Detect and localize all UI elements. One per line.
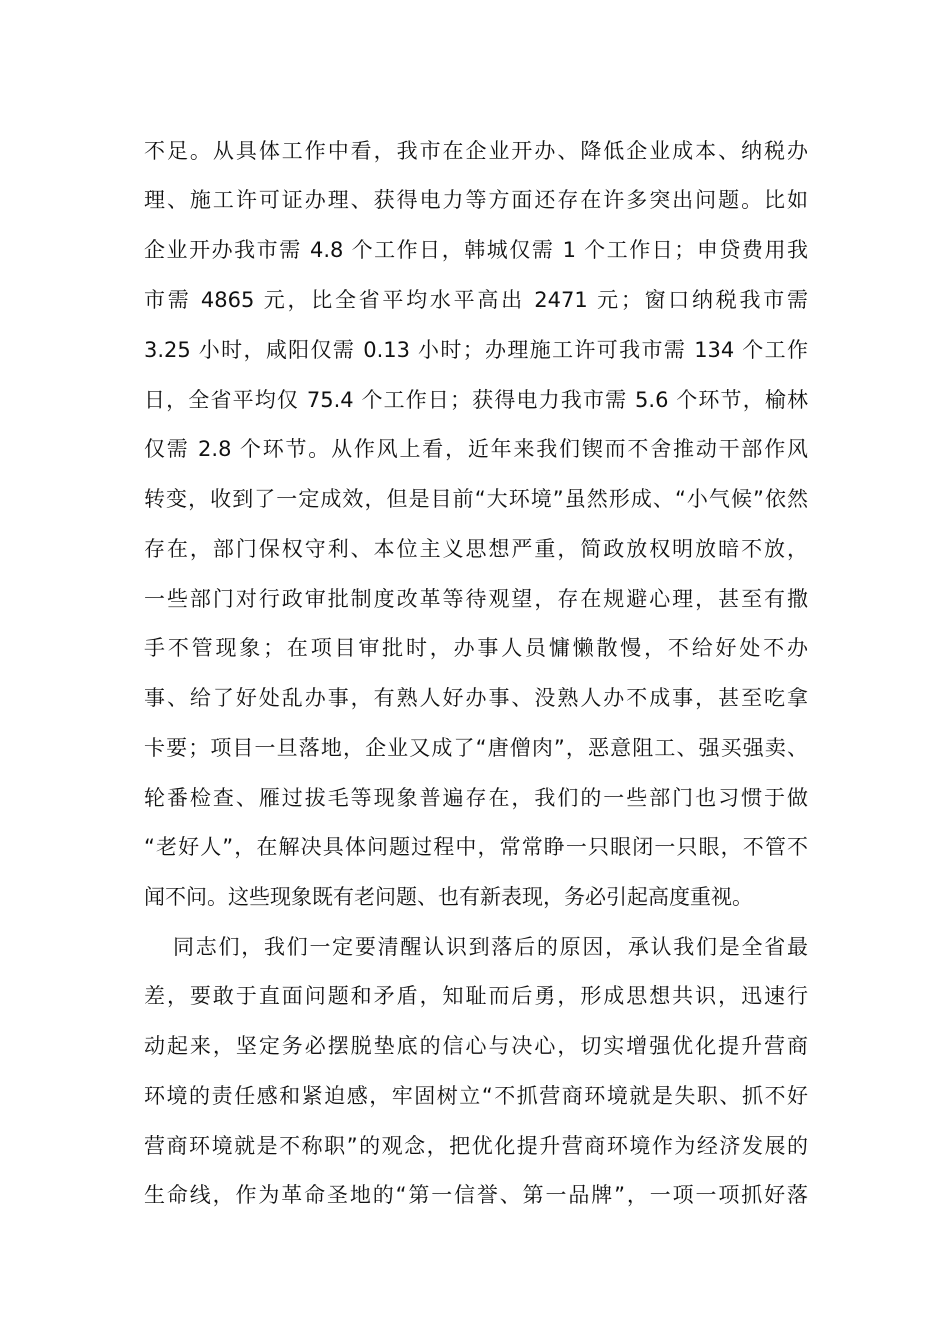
paragraph-line: 存在，部门保权守利、本位主义思想严重，简政放权明放暗不放， bbox=[144, 537, 808, 561]
paragraph-line: “老好人”，在解决具体问题过程中，常常睁一只眼闭一只眼，不管不 bbox=[144, 835, 808, 859]
paragraph-line: 事、给了好处乱办事，有熟人好办事、没熟人办不成事，甚至吃拿 bbox=[144, 686, 808, 710]
paragraph-line: 3.25 小时，咸阳仅需 0.13 小时；办理施工许可我市需 134 个工作 bbox=[144, 338, 808, 362]
paragraph-line: 生命线，作为革命圣地的“第一信誉、第一品牌”，一项一项抓好落 bbox=[144, 1183, 808, 1207]
paragraph-line: 转变，收到了一定成效，但是目前“大环境”虽然形成、“小气候”依然 bbox=[144, 487, 808, 511]
paragraph-line-last: 闻不问。这些现象既有老问题、也有新表现，务必引起高度重视。 bbox=[144, 885, 753, 909]
paragraph-line: 动起来，坚定务必摆脱垫底的信心与决心，切实增强优化提升营商 bbox=[144, 1034, 808, 1058]
paragraph-line: 企业开办我市需 4.8 个工作日，韩城仅需 1 个工作日；申贷费用我 bbox=[144, 238, 808, 262]
paragraph-line: 差，要敢于直面问题和矛盾，知耻而后勇，形成思想共识，迅速行 bbox=[144, 984, 808, 1008]
paragraph-line: 仅需 2.8 个环节。从作风上看，近年来我们锲而不舍推动干部作风 bbox=[144, 437, 808, 461]
paragraph-line: 日，全省平均仅 75.4 个工作日；获得电力我市需 5.6 个环节，榆林 bbox=[144, 388, 808, 412]
paragraph-line: 理、施工许可证办理、获得电力等方面还存在许多突出问题。比如 bbox=[144, 188, 808, 212]
paragraph-line: 不足。从具体工作中看，我市在企业开办、降低企业成本、纳税办 bbox=[144, 139, 808, 163]
paragraph-line: 轮番检查、雁过拔毛等现象普遍存在，我们的一些部门也习惯于做 bbox=[144, 786, 808, 810]
paragraph-line: 手不管现象；在项目审批时，办事人员慵懒散慢，不给好处不办 bbox=[144, 636, 808, 660]
paragraph-line: 一些部门对行政审批制度改革等待观望，存在规避心理，甚至有撒 bbox=[144, 587, 808, 611]
paragraph-line-first: 同志们，我们一定要清醒认识到落后的原因，承认我们是全省最 bbox=[173, 935, 808, 959]
paragraph-line: 市需 4865 元，比全省平均水平高出 2471 元；窗口纳税我市需 bbox=[144, 288, 808, 312]
paragraph-line: 营商环境就是不称职”的观念，把优化提升营商环境作为经济发展的 bbox=[144, 1134, 808, 1158]
paragraph-line: 卡要；项目一旦落地，企业又成了“唐僧肉”，恶意阻工、强买强卖、 bbox=[144, 736, 808, 760]
paragraph-line: 环境的责任感和紧迫感，牢固树立“不抓营商环境就是失职、抓不好 bbox=[144, 1084, 808, 1108]
